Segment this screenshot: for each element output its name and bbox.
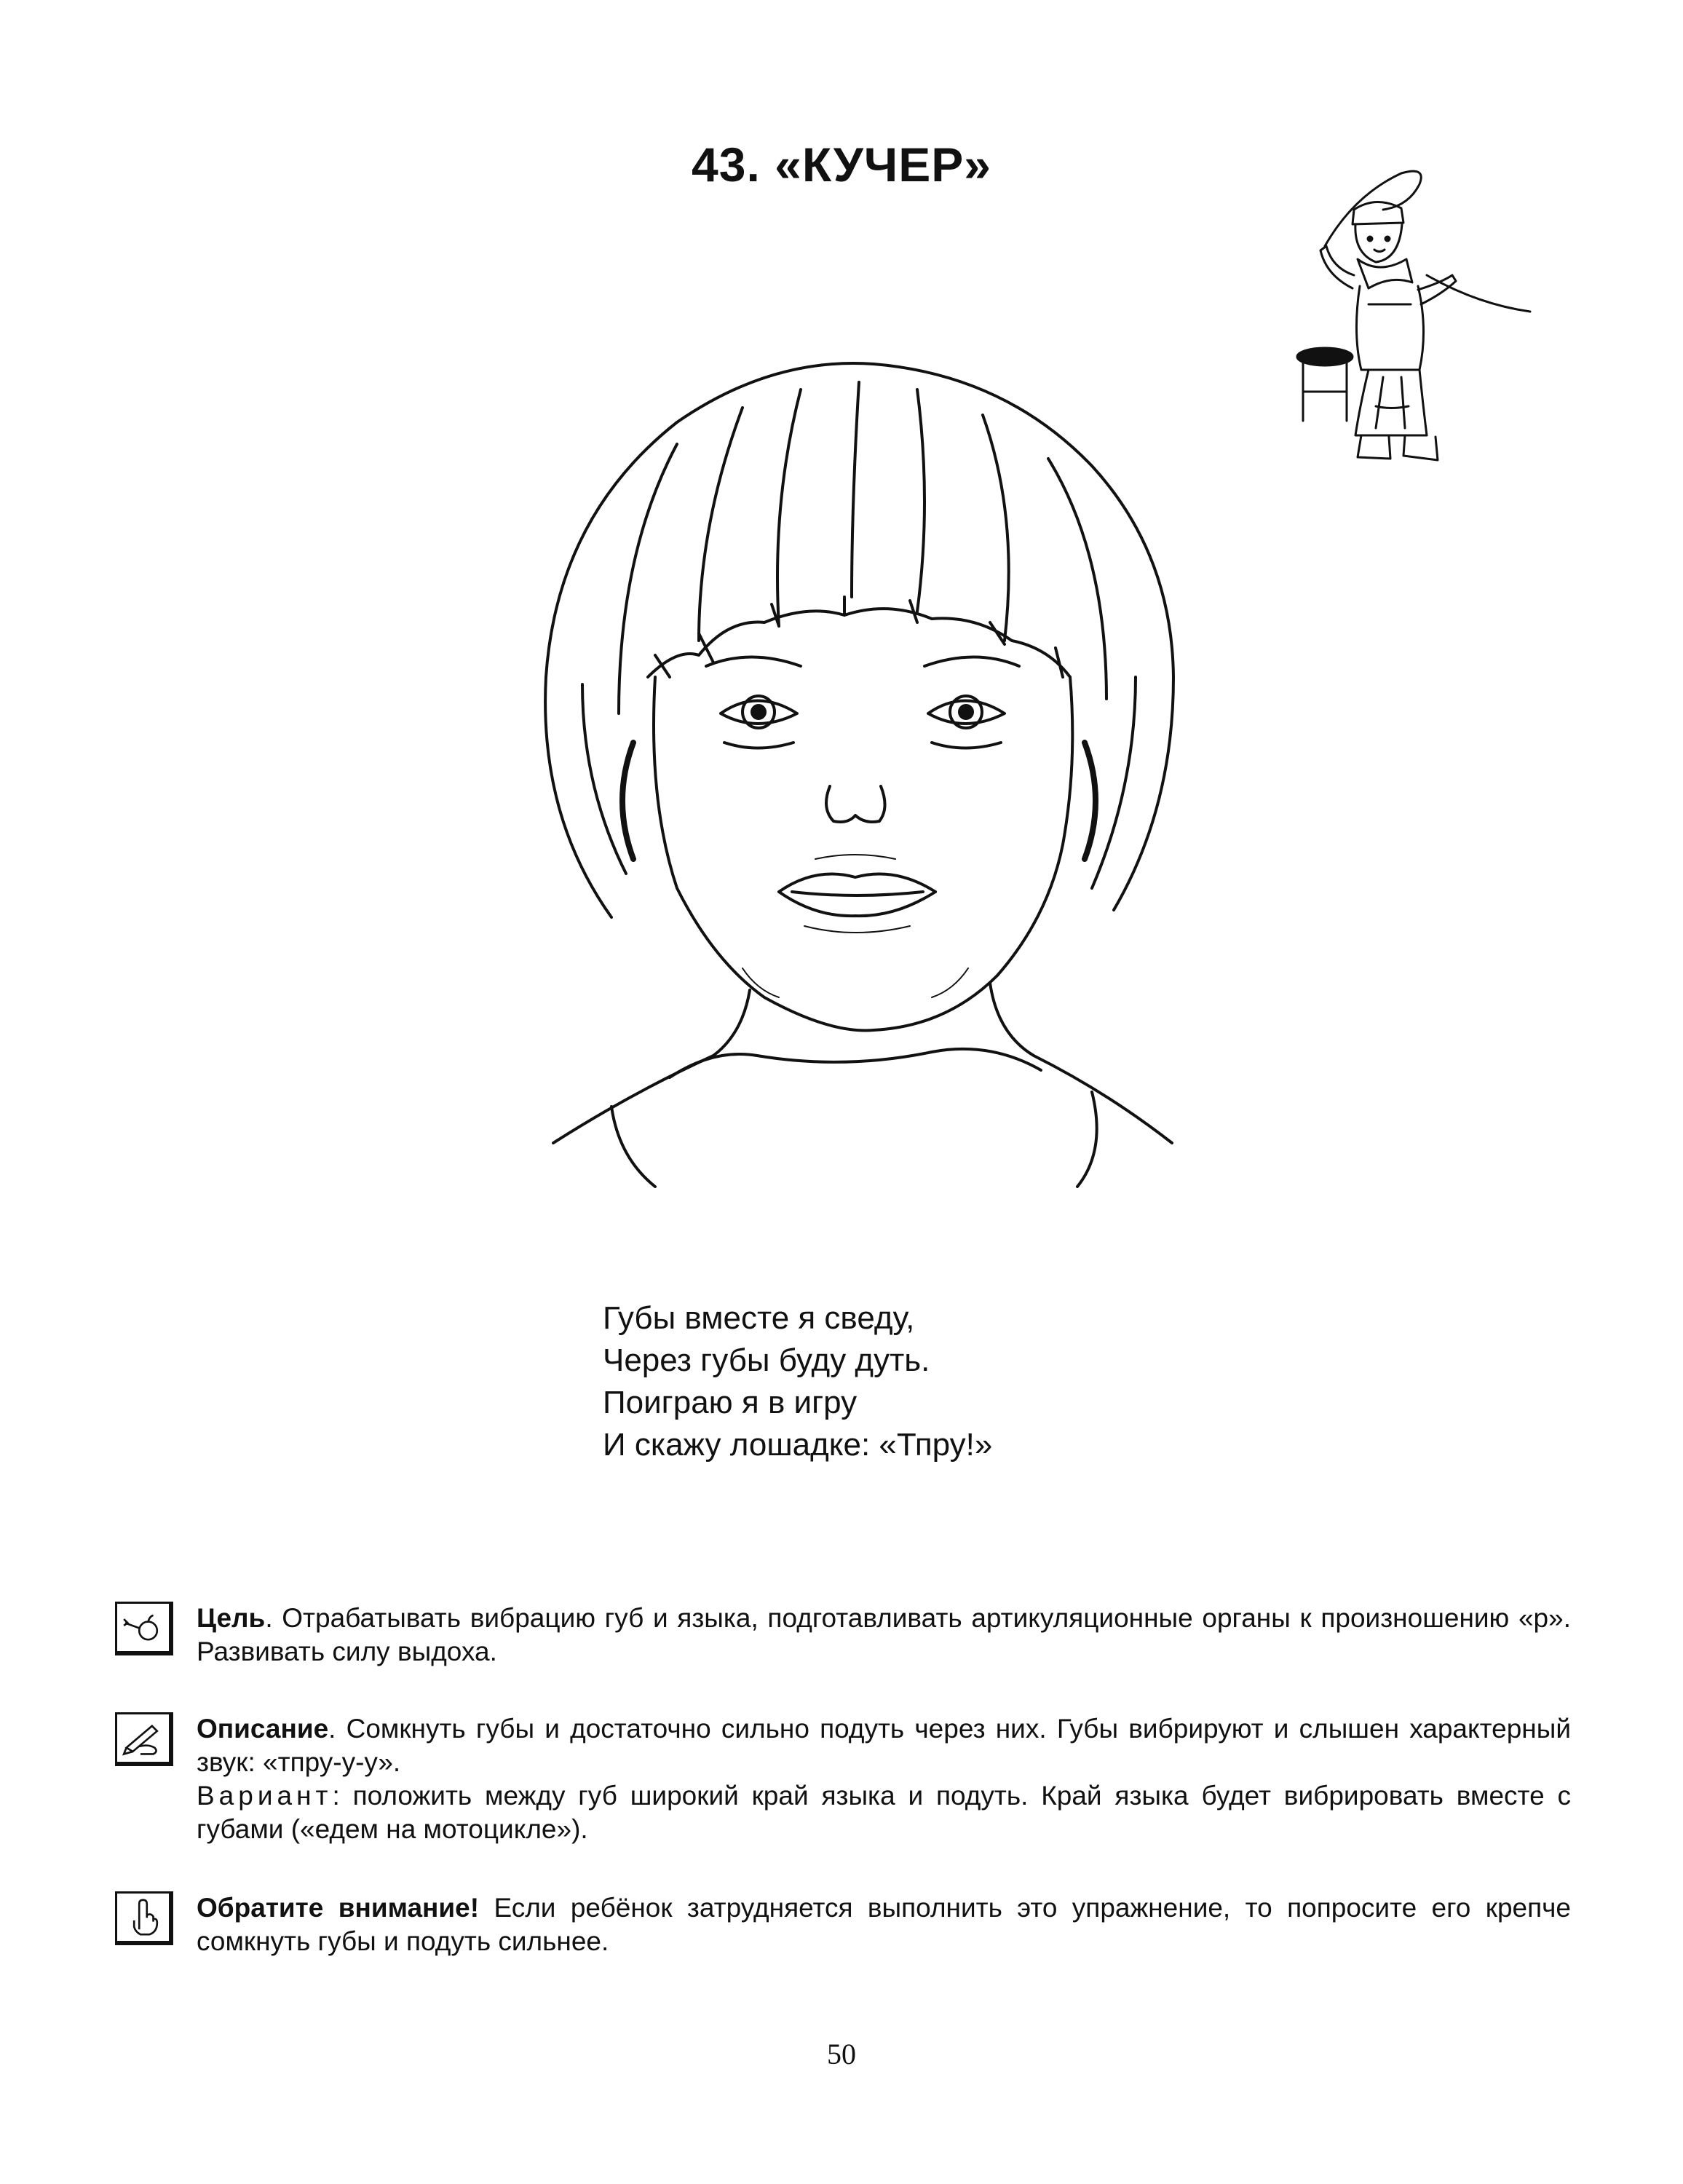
poem-line: Через губы буду дуть. (603, 1342, 930, 1378)
page-title: 43. «КУЧЕР» (692, 138, 991, 191)
poem-line: И скажу лошадке: «Тпру!» (603, 1427, 993, 1463)
raised-finger-icon (115, 1891, 173, 1945)
attention-text (197, 1891, 1571, 1958)
target-apple-icon (115, 1602, 173, 1655)
coachman-illustration (1274, 166, 1536, 472)
description-body: . Сомкнуть губы и достаточно сильно подуть через них. Губы вибрируют и слышен характерный звук: «тпру-у-у». (197, 1714, 1571, 1777)
goal-body: . Отрабатывать вибрацию губ и языка, подготавливать артикуляционные органы к произношению «р». Развивать силу выдоха. (197, 1603, 1571, 1666)
goal-section (115, 1602, 1571, 1669)
description-text (197, 1712, 1571, 1846)
attention-body: Если ребёнок затрудняется выполнить это упражнение, то попросите его крепче сомкнуть губы и подуть сильнее. (197, 1893, 1572, 1956)
writing-hand-icon (115, 1712, 173, 1766)
description-section (115, 1712, 1571, 1846)
description-label: Описание (197, 1714, 329, 1744)
attention-label: Обратите внимание! (197, 1893, 480, 1923)
attention-section (115, 1891, 1571, 1958)
poem (603, 1297, 992, 1466)
poem-line: Поиграю я в игру (603, 1385, 858, 1420)
variant-label: Вариант (197, 1781, 333, 1811)
poem-line: Губы вместе я сведу, (603, 1300, 915, 1336)
goal-text (197, 1602, 1571, 1669)
variant-body: : положить между губ широкий край языка и подуть. Край языка будет вибрировать вместе с губами («едем на мотоцикле»). (197, 1781, 1571, 1844)
goal-label: Цель (197, 1603, 266, 1633)
page-number: 50 (827, 2038, 856, 2070)
child-portrait (437, 335, 1259, 1194)
